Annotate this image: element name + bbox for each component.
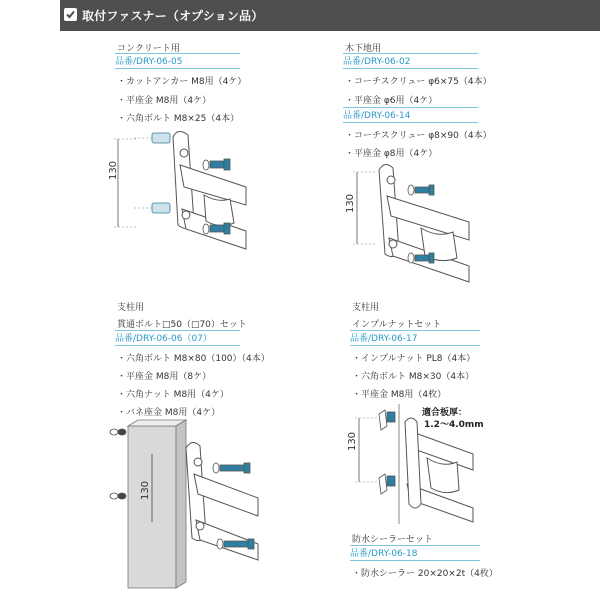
sealer-set-name: 防水シーラーセット	[352, 535, 433, 545]
inplug-item-3: ・平座金 M8用（4枚）	[352, 390, 447, 400]
wood-item-2: ・平座金 φ6用（4ケ）	[345, 96, 438, 106]
inplug-item-2: ・六角ボルト M8×30（4本）	[352, 372, 475, 382]
section-header	[60, 0, 600, 31]
sealer-product-number: 品番/DRY-06-18	[350, 545, 480, 561]
inplug-note-title: 適合板厚：	[422, 408, 468, 418]
wood-product-number-1: 品番/DRY-06-02	[343, 53, 478, 69]
inplug-note-value: 1.2〜4.0mm	[424, 420, 484, 430]
wood-item-4: ・平座金 φ8用（4ケ）	[345, 149, 438, 159]
concrete-item-1: ・カットアンカー M8用（4ケ）	[117, 77, 247, 87]
pillar-item-3: ・六角ナット M8用（4ケ）	[117, 390, 229, 400]
wood-bracket-illustration	[345, 160, 485, 285]
pillar-item-4: ・バネ座金 M8用（4ケ）	[117, 408, 221, 418]
inplug-product-number: 品番/DRY-06-17	[350, 330, 480, 346]
inplug-item-1: ・インプルナット PL8（4本）	[352, 354, 476, 364]
pillar-bracket-illustration	[100, 418, 260, 593]
concrete-item-3: ・六角ボルト M8×25（4本）	[117, 114, 240, 124]
inplug-dimension: 130	[347, 431, 359, 452]
pillar-item-2: ・平座金 M8用（8ケ）	[117, 372, 212, 382]
inplug-set-name: インプルナットセット	[352, 320, 442, 330]
sealer-item-1: ・防水シーラー 20×20×2t（4枚）	[352, 569, 498, 579]
pillar-dimension: 130	[140, 480, 152, 501]
concrete-item-2: ・平座金 M8用（4ケ）	[117, 96, 212, 106]
pillar-category: 支柱用	[117, 303, 145, 313]
concrete-product-number: 品番/DRY-06-05	[115, 53, 240, 69]
pillar-item-1: ・六角ボルト M8×80（100）（4本）	[117, 354, 270, 364]
section-title: 取付ファスナー（オプション品）	[82, 9, 264, 23]
wood-item-3: ・コーチスクリュー φ8×90（4本）	[345, 131, 492, 141]
wood-item-1: ・コーチスクリュー φ6×75（4本）	[345, 77, 492, 87]
checkbox-icon	[64, 8, 77, 21]
pillar-set-name: 貫通ボルト□50（□70）セット	[117, 320, 247, 330]
wood-category: 木下地用	[345, 44, 382, 54]
inplug-category: 支柱用	[352, 303, 380, 313]
concrete-dimension: 130	[108, 160, 120, 181]
wood-dimension: 130	[345, 193, 357, 214]
concrete-category: コンクリート用	[117, 44, 180, 54]
wood-product-number-2: 品番/DRY-06-14	[343, 107, 478, 123]
pillar-product-number: 品番/DRY-06-06（07）	[115, 330, 240, 346]
concrete-bracket-illustration	[108, 125, 248, 255]
